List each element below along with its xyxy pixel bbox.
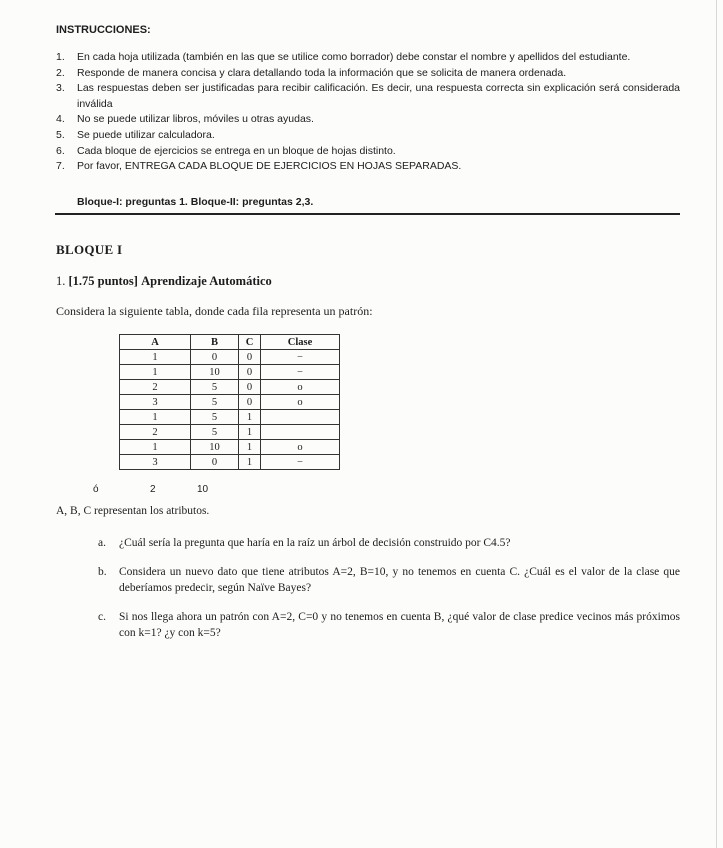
bloque-title: BLOQUE I [56, 242, 123, 257]
handwritten-mark: 2 [150, 484, 156, 495]
table-cell: 5 [191, 410, 239, 425]
table-cell: o [261, 395, 340, 410]
table-cell: 2 [120, 425, 191, 440]
table-cell [261, 410, 340, 425]
instruction-text: En cada hoja utilizada (también en las que se utilice como borrador) debe constar el nombre y apellidos del estudiante. [77, 51, 631, 63]
table-row [120, 380, 340, 395]
question-topic: Aprendizaje Automático [141, 274, 272, 288]
table-cell: 1 [239, 440, 261, 455]
table-cell: 0 [239, 365, 261, 380]
subquestion-a [98, 535, 680, 551]
header-clase: Clase [261, 335, 340, 350]
instruction-item [56, 159, 680, 175]
instruction-text: Cada bloque de ejercicios se entrega en un bloque de hojas distinto. [77, 144, 396, 157]
subquestion-label: b. [98, 566, 107, 578]
table-row [120, 425, 340, 440]
instruction-number: 2. [56, 66, 65, 79]
table-cell: 1 [239, 410, 261, 425]
instruction-item [56, 144, 680, 160]
table-row [120, 455, 340, 470]
table-row [120, 350, 340, 365]
table-cell: 10 [191, 440, 239, 455]
table-cell: − [261, 365, 340, 380]
table-cell: o [261, 380, 340, 395]
bloques-note: Bloque-I: preguntas 1. Bloque-II: preguntas 2,3. [77, 196, 314, 208]
subquestion-text: ¿Cuál sería la pregunta que haría en la raíz un árbol de decisión construido por C4.5? [119, 537, 511, 549]
instruction-item [56, 50, 680, 66]
table-cell: 5 [191, 425, 239, 440]
table-cell: 3 [120, 455, 191, 470]
instruction-text: Las respuestas deben ser justificadas para recibir calificación. Es decir, una respuesta correcta sin explicación será considerada inválida [77, 82, 680, 110]
header-c: C [239, 335, 261, 350]
question-1-title [56, 274, 272, 289]
table-cell: 10 [191, 365, 239, 380]
scan-edge [716, 0, 717, 848]
table-cell: 5 [191, 380, 239, 395]
pattern-table [119, 334, 340, 470]
subquestion-label: c. [98, 611, 106, 623]
header-a: A [120, 335, 191, 350]
instruction-text: Por favor, ENTREGA CADA BLOQUE DE EJERCICIOS EN HOJAS SEPARADAS. [77, 160, 462, 173]
table-cell: 1 [120, 440, 191, 455]
subquestion-c [98, 609, 680, 641]
table-cell: 1 [120, 410, 191, 425]
table-cell: − [261, 455, 340, 470]
question-points: [1.75 puntos] [68, 274, 138, 288]
table-row [120, 440, 340, 455]
table-cell: − [261, 350, 340, 365]
instruction-item [56, 81, 680, 112]
instruction-item [56, 128, 680, 144]
table-row [120, 365, 340, 380]
table-cell: 1 [120, 365, 191, 380]
subquestion-text: Si nos llega ahora un patrón con A=2, C=0 y no tenemos en cuenta B, ¿qué valor de clase predice vecinos más próximos con k=1? ¿y con k=5? [119, 611, 680, 639]
table-cell: 0 [191, 455, 239, 470]
table-cell: 1 [239, 425, 261, 440]
header-b: B [191, 335, 239, 350]
instruction-text: Se puede utilizar calculadora. [77, 128, 215, 141]
table-row [120, 410, 340, 425]
table-cell: 1 [239, 455, 261, 470]
attributes-note: A, B, C representan los atributos. [56, 505, 210, 517]
instruction-number: 7. [56, 160, 65, 173]
handwritten-mark: 10 [197, 484, 209, 495]
table-cell: o [261, 440, 340, 455]
subquestion-label: a. [98, 537, 106, 549]
table-cell: 0 [239, 350, 261, 365]
instruction-text: Responde de manera concisa y clara detallando toda la información que se solicita de manera ordenada. [77, 66, 567, 79]
instruction-number: 3. [56, 82, 65, 95]
instruction-text: No se puede utilizar libros, móviles u otras ayudas. [77, 113, 314, 126]
table-cell: 0 [191, 350, 239, 365]
subquestion-b [98, 564, 680, 596]
instruction-number: 4. [56, 113, 65, 126]
table-header-row [120, 335, 340, 350]
instruction-number: 1. [56, 51, 65, 63]
table-cell: 5 [191, 395, 239, 410]
instructions-heading: INSTRUCCIONES: [56, 24, 151, 36]
table-cell: 0 [239, 380, 261, 395]
question-number: 1. [56, 274, 66, 288]
table-cell [261, 425, 340, 440]
table-row [120, 395, 340, 410]
instruction-number: 5. [56, 128, 65, 141]
instruction-item [56, 66, 680, 82]
table-cell: 0 [239, 395, 261, 410]
instruction-number: 6. [56, 144, 65, 157]
subquestion-text: Considera un nuevo dato que tiene atributos A=2, B=10, y no tenemos en cuenta C. ¿Cuál es el valor de la clase que deberíamos predecir, según Naïve Bayes? [119, 566, 680, 594]
section-divider [55, 213, 680, 215]
instructions-list [56, 50, 680, 175]
handwritten-mark: ó [93, 484, 99, 495]
table-cell: 3 [120, 395, 191, 410]
table-cell: 1 [120, 350, 191, 365]
instruction-item [56, 112, 680, 128]
table-cell: 2 [120, 380, 191, 395]
table-intro: Considera la siguiente tabla, donde cada fila representa un patrón: [56, 304, 373, 318]
